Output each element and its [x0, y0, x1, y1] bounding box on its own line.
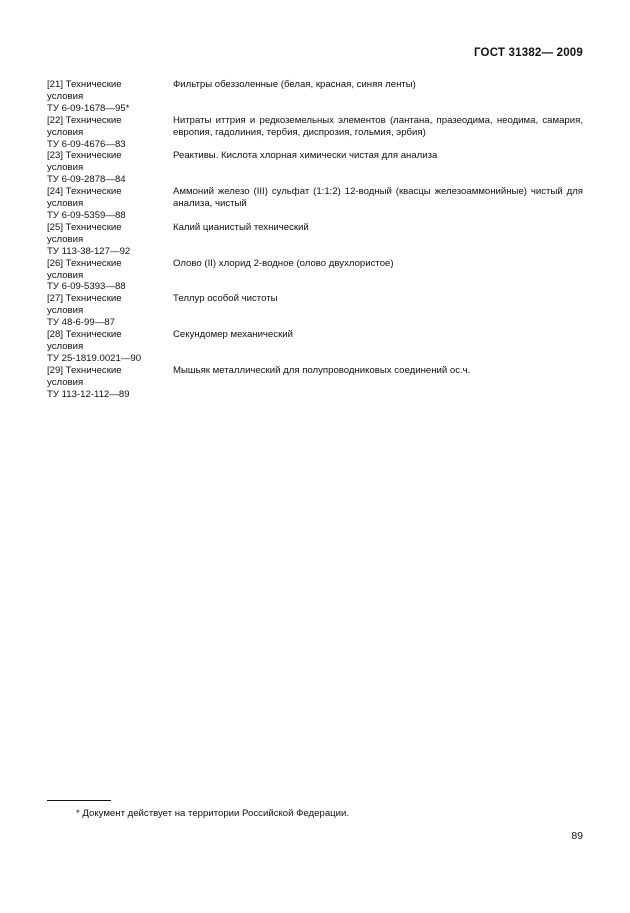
reference-number: [24] Технические: [47, 186, 122, 198]
reference-entry: [47, 222, 583, 258]
reference-designation: [47, 115, 173, 151]
reference-kind: условия: [47, 233, 84, 245]
reference-kind: условия: [47, 305, 84, 317]
footnote-divider: [47, 800, 111, 801]
footnote: * Документ действует на территории Российской Федерации.: [76, 808, 350, 819]
reference-code: ТУ 6-09-2878—84: [47, 174, 126, 186]
reference-number: [23] Технические: [47, 150, 122, 162]
reference-kind: условия: [47, 126, 84, 138]
reference-number: [29] Технические: [47, 364, 122, 376]
reference-description: Фильтры обеззоленные (белая, красная, синяя ленты): [173, 79, 416, 90]
reference-number: [21] Технические: [47, 79, 122, 90]
reference-entry: [47, 258, 583, 294]
standard-header: ГОСТ 31382— 2009: [473, 47, 583, 59]
reference-code: ТУ 6-09-1678—95*: [47, 102, 130, 114]
reference-description: Теллур особой чистоты: [173, 293, 278, 305]
reference-code: ТУ 6-09-5359—88: [47, 209, 126, 221]
reference-kind: условия: [47, 340, 84, 352]
reference-designation: [47, 79, 173, 115]
reference-description: Олово (II) хлорид 2-водное (олово двухлористое): [173, 257, 394, 269]
reference-kind: условия: [47, 376, 84, 388]
reference-description: Реактивы. Кислота хлорная химически чистая для анализа: [173, 150, 438, 162]
reference-designation: [47, 365, 173, 401]
reference-kind: условия: [47, 198, 84, 210]
page-number: 89: [571, 830, 583, 842]
reference-code: ТУ 113-38-127—92: [47, 245, 131, 257]
reference-entry: [47, 186, 583, 222]
references-list: [47, 79, 583, 400]
reference-designation: [47, 258, 173, 294]
reference-description: Аммоний железо (III) сульфат (1:1:2) 12-водный (квасцы железоаммонийные) чистый для анализа, чистый: [173, 186, 583, 210]
reference-entry: [47, 115, 583, 151]
reference-designation: [47, 293, 173, 329]
reference-designation: [47, 329, 173, 365]
reference-code: ТУ 6-09-4676—83: [47, 138, 126, 150]
reference-number: [28] Технические: [47, 329, 122, 341]
reference-number: [22] Технические: [47, 114, 122, 126]
reference-designation: [47, 222, 173, 258]
reference-kind: условия: [47, 269, 84, 281]
reference-description: Нитраты иттрия и редкоземельных элементов (лантана, празеодима, неодима, самария, европия, гадолиния, тербия, диспрозия, гольмия, эрбия): [173, 114, 583, 138]
reference-designation: [47, 150, 173, 186]
reference-entry: [47, 150, 583, 186]
reference-code: ТУ 25-1819.0021—90: [47, 352, 142, 364]
reference-description: Секундомер механический: [173, 329, 293, 341]
reference-kind: условия: [47, 90, 84, 102]
reference-entry: [47, 365, 583, 401]
reference-entry: [47, 329, 583, 365]
reference-designation: [47, 186, 173, 222]
reference-number: [26] Технические: [47, 257, 122, 269]
reference-code: ТУ 48-6-99—87: [47, 317, 115, 329]
reference-description: Калий цианистый технический: [173, 221, 309, 233]
reference-number: [25] Технические: [47, 221, 122, 233]
reference-entry: [47, 293, 583, 329]
reference-code: ТУ 6-09-5393—88: [47, 281, 126, 293]
reference-kind: условия: [47, 162, 84, 174]
reference-code: ТУ 113-12-112—89: [47, 388, 130, 400]
reference-entry: [47, 79, 583, 115]
reference-number: [27] Технические: [47, 293, 122, 305]
reference-description: Мышьяк металлический для полупроводниковых соединений ос.ч.: [173, 364, 471, 376]
